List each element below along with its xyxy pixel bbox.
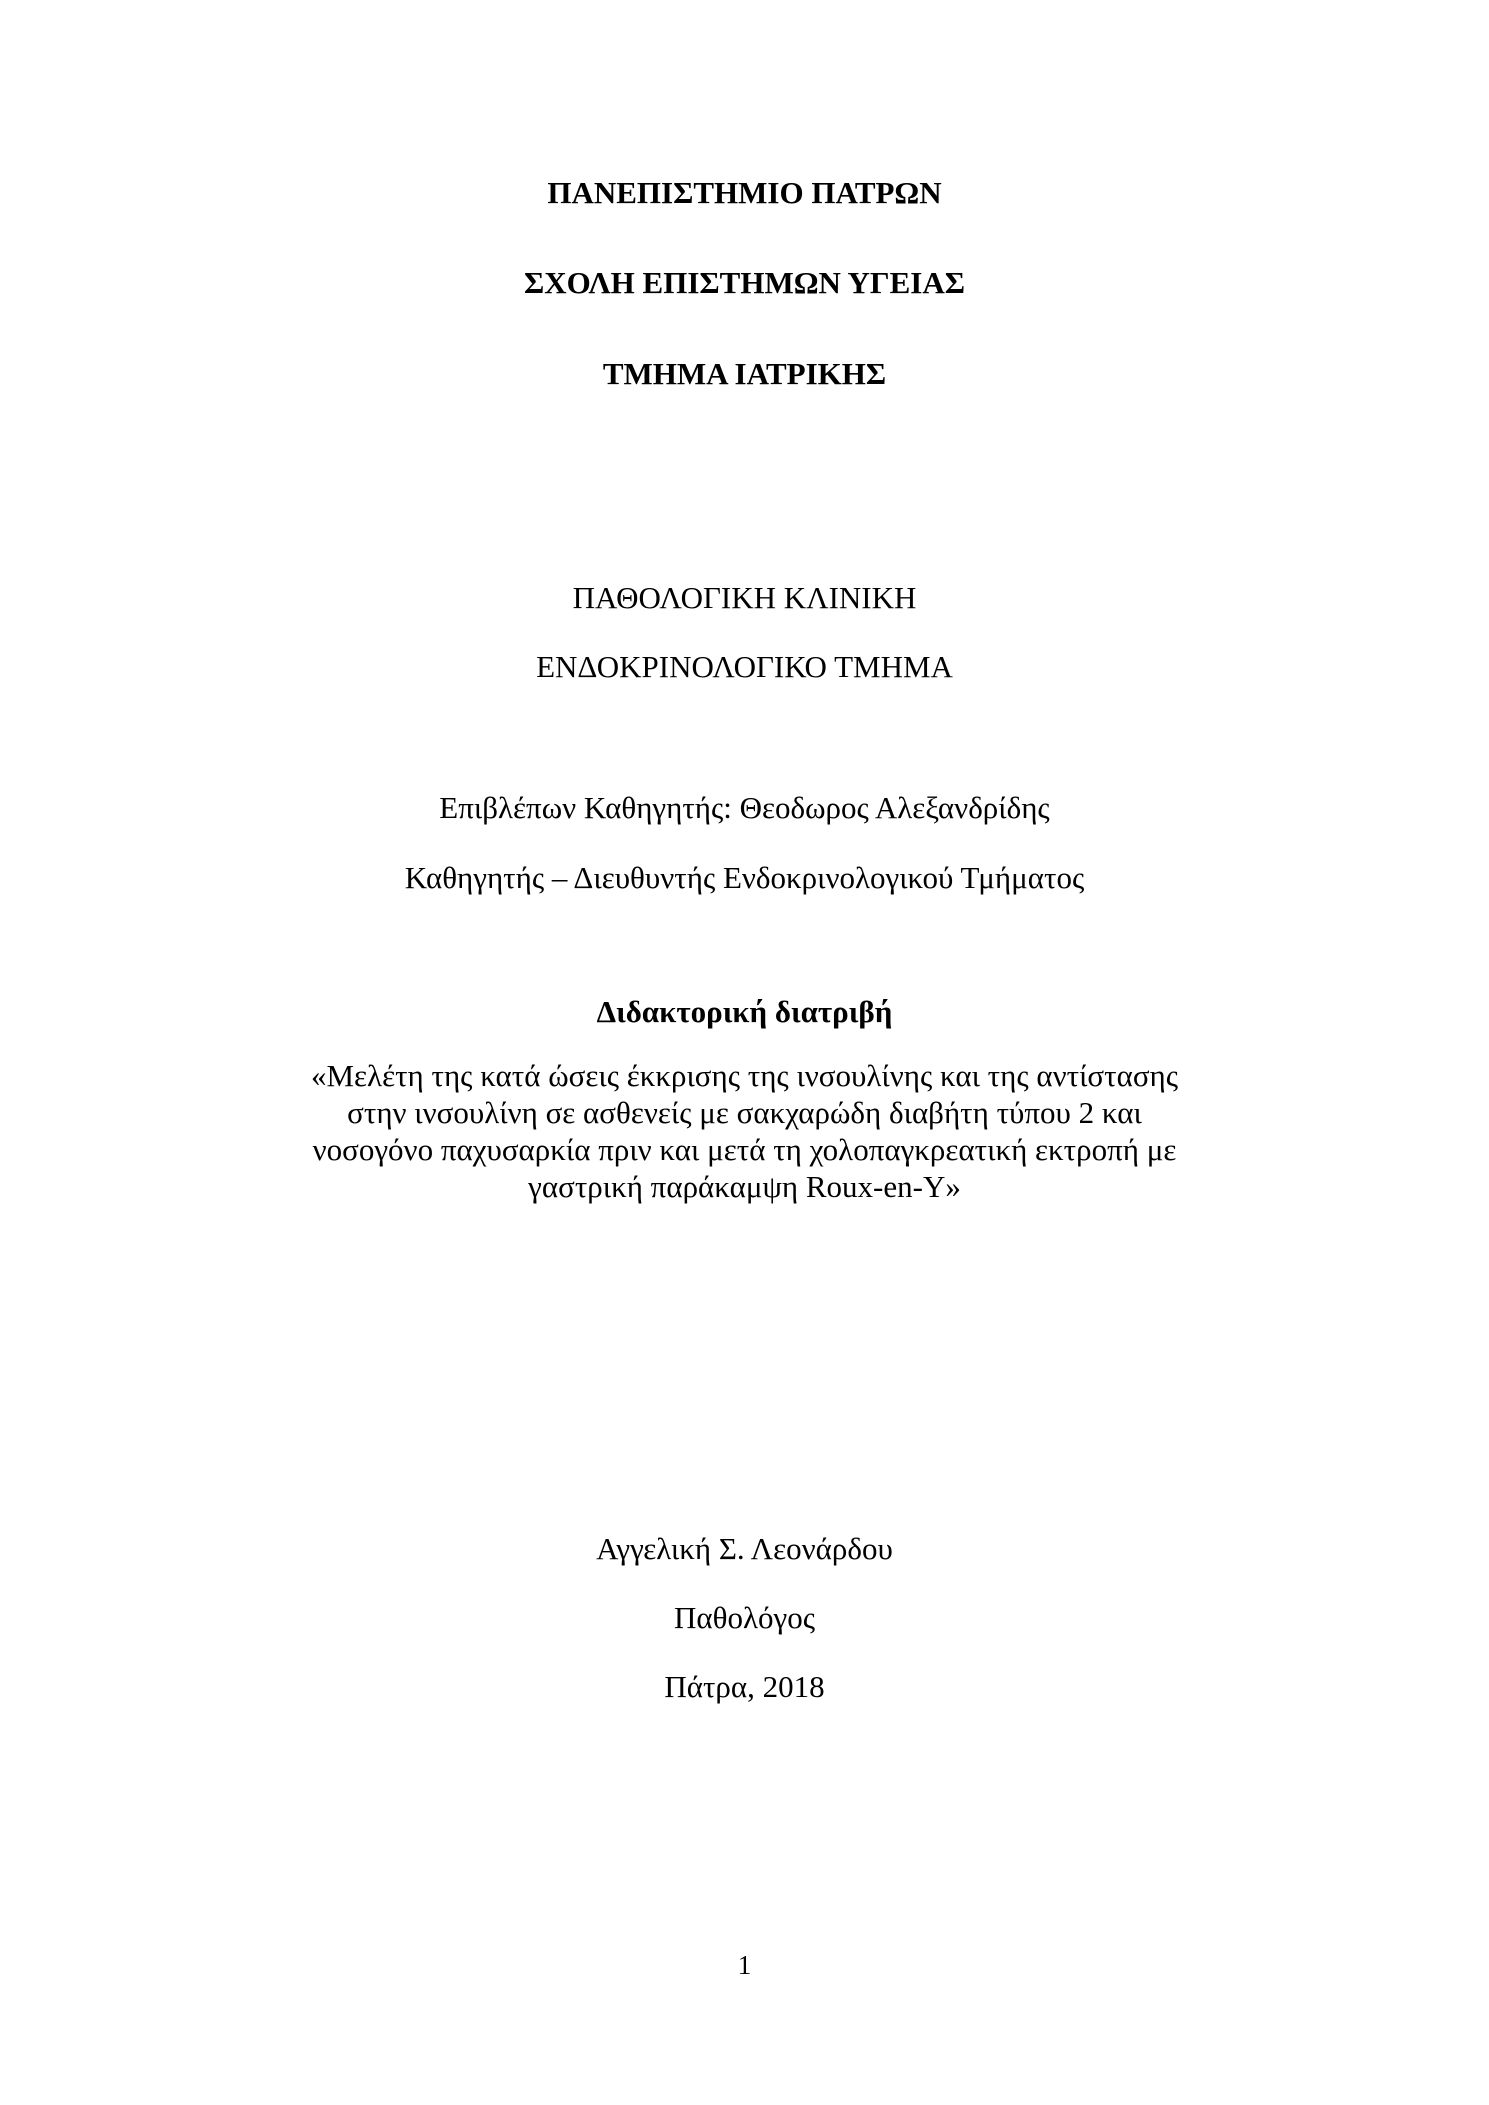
thesis-title [0,1057,1489,1205]
place-date: Πάτρα, 2018 [664,1669,825,1704]
clinic-name: ΠΑΘΟΛΟΓΙΚΗ ΚΛΙΝΙΚΗ [572,580,917,615]
page-number: 1 [737,1950,752,1980]
university-heading: ΠΑΝΕΠΙΣΤΗΜΙΟ ΠΑΤΡΩΝ [547,175,942,210]
department-heading: ΤΜΗΜΑ ΙΑΤΡΙΚΗΣ [602,356,887,391]
thesis-title-line: γαστρική παράκαμψη Roux-en-Y» [528,1169,961,1204]
thesis-title-line: στην ινσουλίνη σε ασθενείς με σακχαρώδη διαβήτη τύπου 2 και [347,1095,1142,1130]
supervisor-line: Επιβλέπων Καθηγητής: Θεοδωρος Αλεξανδρίδης [439,790,1050,825]
clinic-division: ΕΝΔΟΚΡΙΝΟΛΟΓΙΚΟ ΤΜΗΜΑ [536,649,953,684]
author-role: Παθολόγος [674,1600,815,1635]
supervisor-title-line: Καθηγητής – Διευθυντής Ενδοκρινολογικού Τμήματος [404,860,1085,895]
school-heading: ΣΧΟΛΗ ΕΠΙΣΤΗΜΩΝ ΥΓΕΙΑΣ [523,265,966,300]
author-name: Αγγελική Σ. Λεονάρδου [596,1531,893,1566]
thesis-title-line: «Μελέτη της κατά ώσεις έκκρισης της ινσουλίνης και της αντίστασης [310,1058,1179,1093]
thesis-type: Διδακτορική διατριβή [596,994,893,1029]
thesis-title-line: νοσογόνο παχυσαρκία πριν και μετά τη χολοπαγκρεατική εκτροπή με [312,1132,1177,1167]
